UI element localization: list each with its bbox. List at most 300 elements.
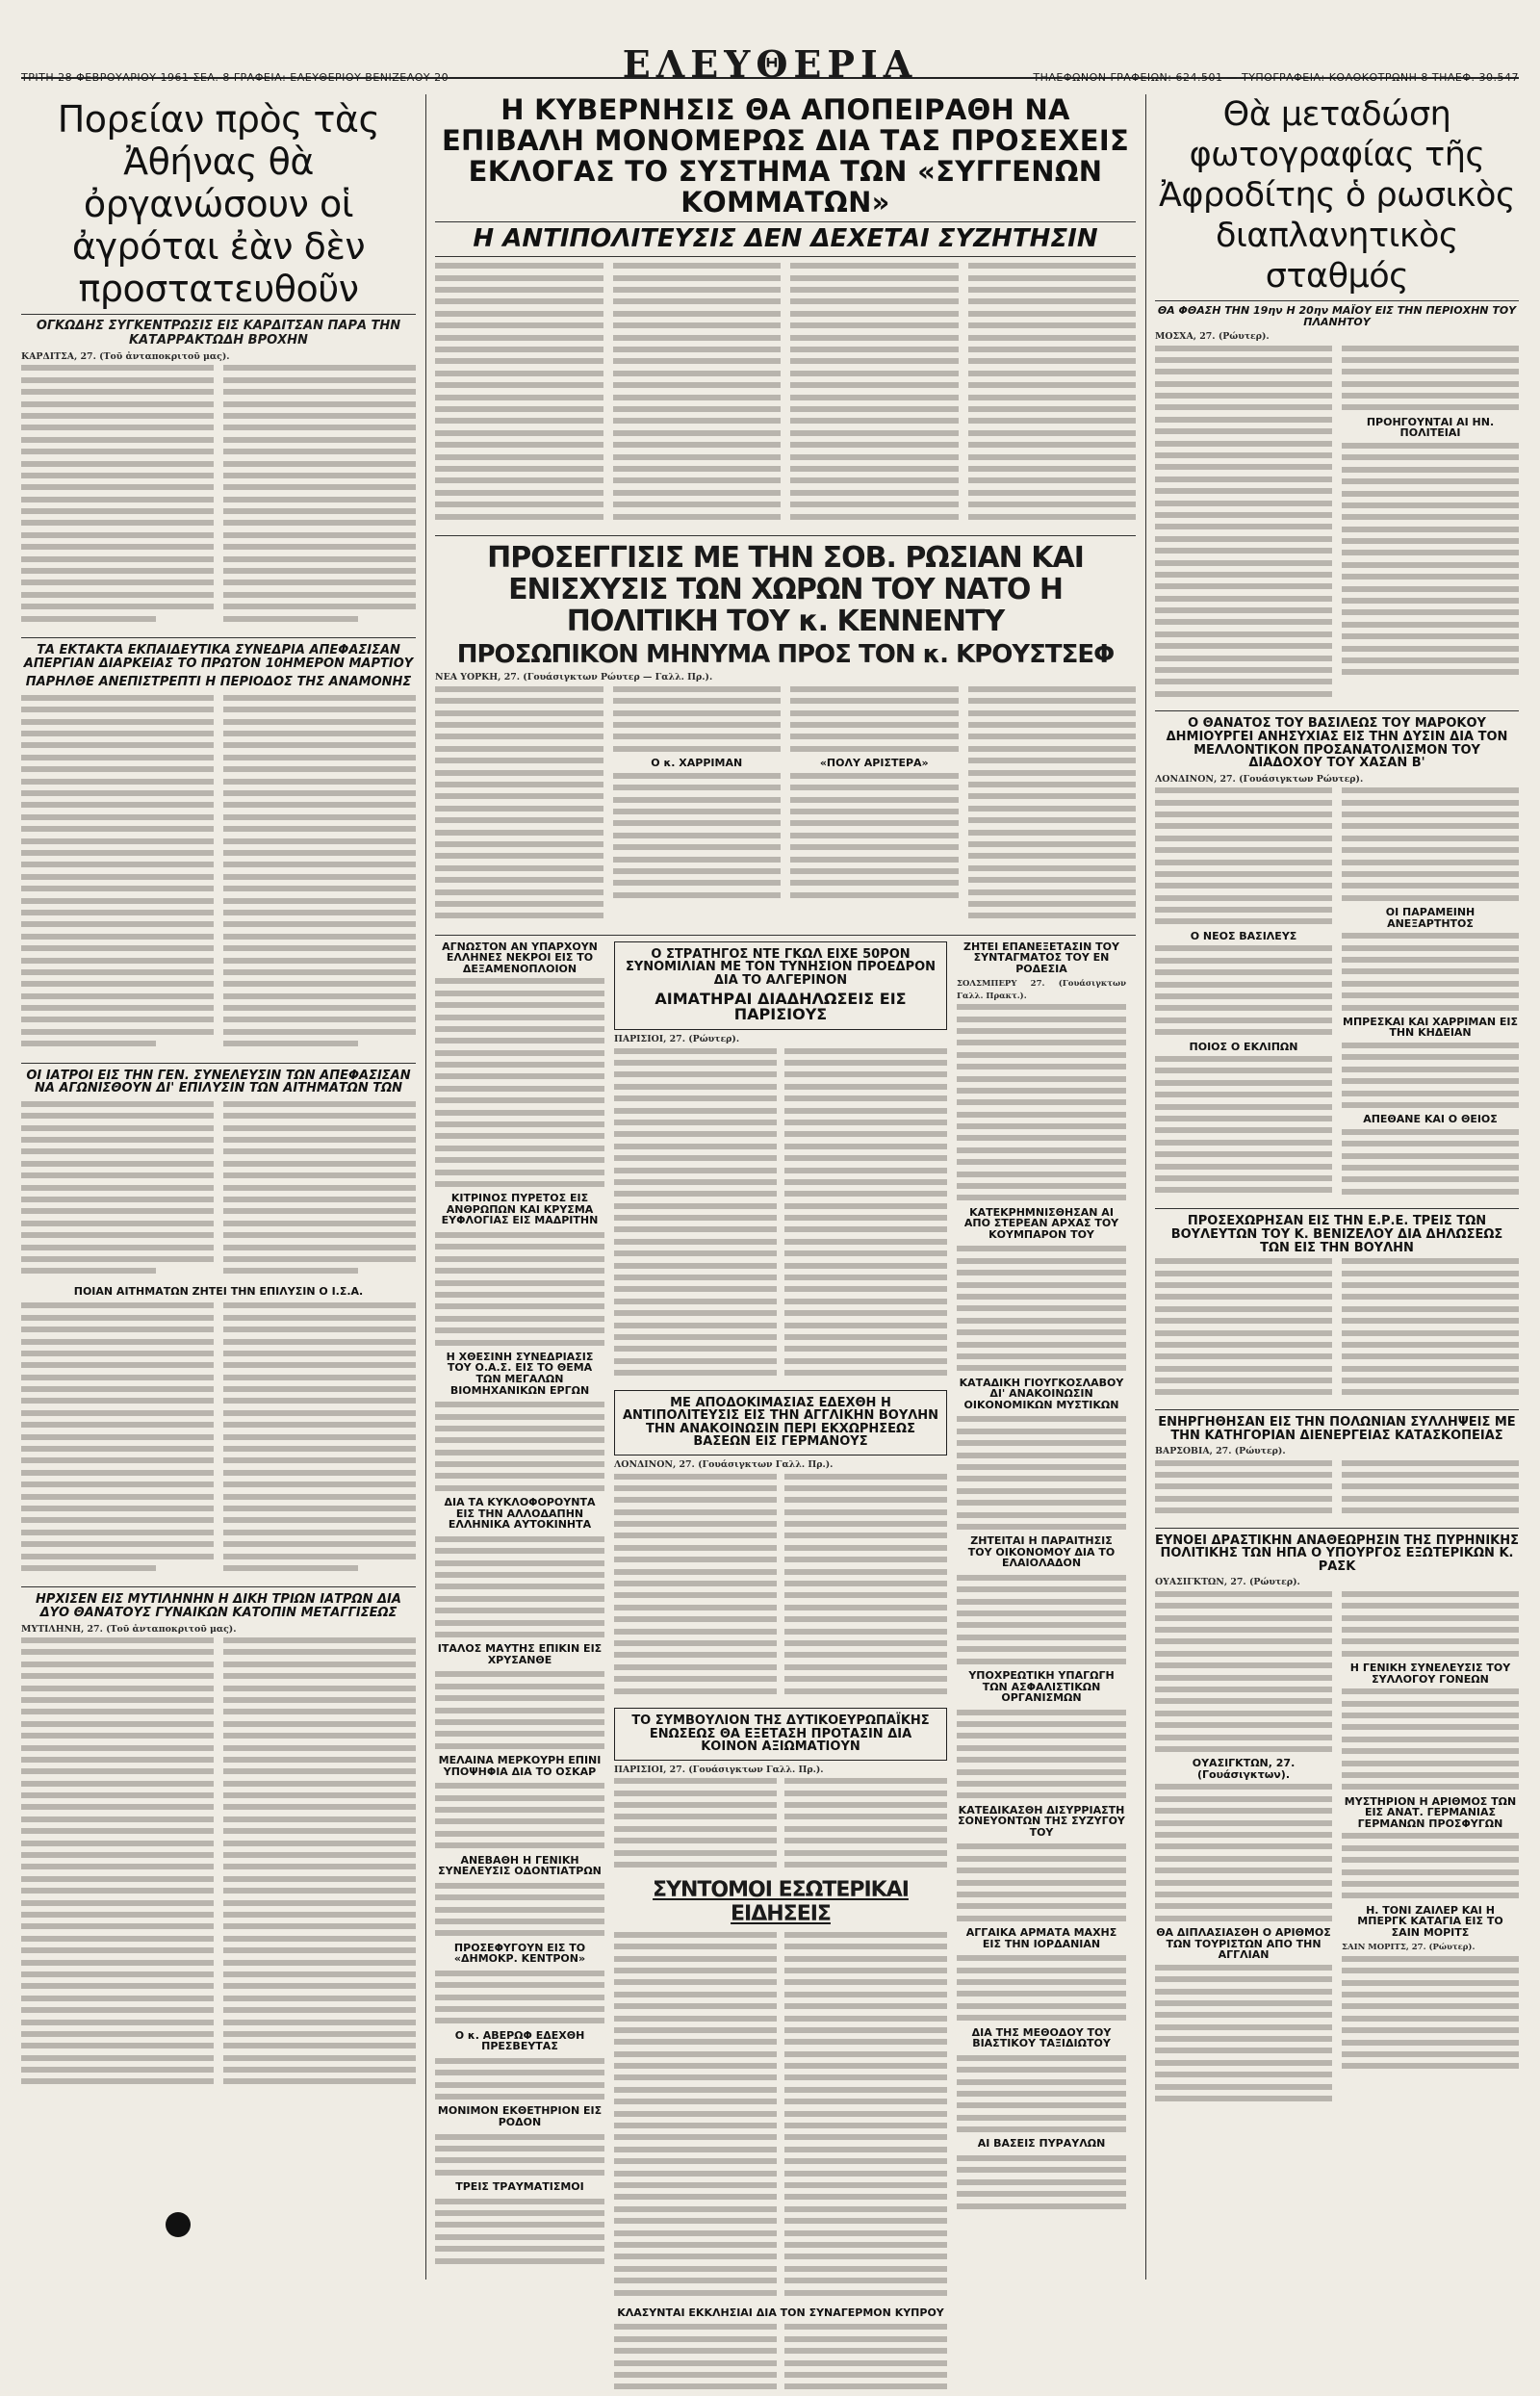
text-line	[784, 1979, 947, 1985]
text-line	[1155, 679, 1332, 684]
text-line	[223, 1637, 416, 1643]
text-line	[613, 477, 782, 483]
text-line	[957, 1880, 1126, 1886]
text-line	[223, 1101, 416, 1107]
text-line	[435, 2146, 604, 2151]
article-body	[21, 1101, 416, 1280]
dateline: ΜΥΤΙΛΗΝΗ, 27. (Τοῦ ἀνταποκριτοῦ μας).	[21, 1623, 237, 1635]
text-line	[784, 2111, 947, 2117]
text-line	[613, 263, 782, 269]
text-line	[435, 1743, 604, 1749]
text-line	[957, 1733, 1126, 1739]
text-line	[223, 1208, 416, 1214]
text-line	[614, 2242, 777, 2248]
text-line	[21, 814, 214, 820]
text-line	[21, 826, 214, 832]
story-headline: ΙΤΑΛΟΣ ΜΑΥΤΗΣ ΕΠΙΚΙΝ ΕΙΣ ΧΡΥΣΑΝΘΕ	[437, 1642, 603, 1666]
text-line	[790, 722, 959, 728]
text-line	[784, 1474, 947, 1480]
text-line	[614, 1168, 777, 1173]
text-line	[21, 604, 214, 609]
text-line	[223, 1457, 416, 1463]
text-line	[784, 1932, 947, 1938]
text-line	[435, 2094, 604, 2100]
text-line	[613, 358, 782, 364]
text-line	[21, 1649, 214, 1655]
text-line	[784, 1226, 947, 1232]
text-line	[1342, 1713, 1519, 1718]
text-line	[21, 1506, 214, 1511]
text-line	[21, 1554, 214, 1559]
text-line	[435, 686, 603, 692]
story-headline: ΜΕΛΑΙΝΑ ΜΕΡΚΟΥΡΗ ΕΠΙΝΙ ΥΠΟΨΗΦΙΑ ΔΙΑ ΤΟ ΟΣΚΑΡ	[438, 1754, 602, 1778]
text-line	[614, 2171, 777, 2177]
text-line	[613, 275, 782, 281]
text-line	[790, 322, 959, 328]
text-line	[435, 466, 603, 472]
text-line	[1155, 1591, 1332, 1597]
text-line	[223, 413, 416, 419]
text-line	[435, 841, 603, 847]
text-line	[784, 1802, 947, 1808]
text-line	[613, 418, 782, 424]
text-block	[957, 2055, 1126, 2132]
text-line	[1342, 1342, 1519, 1348]
text-line	[435, 1015, 604, 1020]
text-line	[223, 921, 416, 927]
text-line	[957, 1488, 1126, 1494]
text-line	[784, 2171, 947, 2177]
text-line	[435, 806, 603, 812]
text-line	[790, 406, 959, 412]
story-headline: ΑΓΝΩΣΤΟΝ ΑΝ ΥΠΑΡΧΟΥΝ ΕΛΛΗΝΕΣ ΝΕΚΡΟΙ ΕΙΣ ΤΟ ΔΕΞΑΜΕΝΟΠΛΟΙΟΝ	[442, 940, 598, 975]
text-line	[784, 1664, 947, 1670]
text-line	[957, 1159, 1126, 1165]
divider	[21, 314, 416, 315]
text-line	[968, 430, 1137, 436]
divider	[1155, 1528, 1519, 1529]
text-line	[790, 880, 959, 886]
text-line	[957, 1586, 1126, 1592]
text-line	[435, 358, 603, 364]
text-line	[1155, 1116, 1332, 1121]
text-line	[614, 1250, 777, 1256]
text-line	[21, 1792, 214, 1798]
text-line	[223, 958, 416, 964]
text-line	[784, 1250, 947, 1256]
story-headline: ΠΟΙΟΣ Ο ΕΚΛΙΠΩΝ	[1189, 1040, 1298, 1053]
text-line	[435, 1121, 604, 1127]
text-line	[957, 1464, 1126, 1470]
newspaper-title: ΕΛΕΥΘΕΡΙΑ	[622, 42, 918, 86]
text-block	[223, 1101, 416, 1280]
text-line	[1155, 501, 1332, 506]
text-line	[1342, 1784, 1519, 1790]
text-line	[435, 2234, 604, 2240]
text-line	[1155, 787, 1332, 793]
text-line	[957, 1710, 1126, 1715]
text-line	[435, 2058, 604, 2064]
text-line	[435, 335, 603, 341]
text-line	[21, 437, 214, 443]
story-headline: ΤΟ ΣΥΜΒΟΥΛΙΟΝ ΤΗΣ ΔΥΤΙΚΟΕΥΡΩΠΑΪΚΗΣ ΕΝΩΣΕΩΣ ΘΑ ΕΞΕΤΑΣΗ ΠΡΟΤΑΣΙΝ ΔΙΑ ΚΟΙΝΟΝ ΑΞΙΩΜΑΤΙΟΥΝ	[631, 1713, 930, 1755]
text-line	[613, 335, 782, 341]
text-line	[435, 1026, 604, 1032]
text-line	[1342, 1078, 1519, 1084]
text-line	[435, 1572, 604, 1578]
text-line	[957, 1440, 1126, 1446]
text-line	[957, 1610, 1126, 1616]
text-line	[1342, 787, 1519, 793]
text-line	[614, 1226, 777, 1232]
text-line	[1342, 357, 1519, 363]
text-line	[1155, 1187, 1332, 1193]
text-line	[223, 910, 416, 915]
text-block	[1342, 1956, 1519, 2070]
text-line	[223, 1005, 416, 1011]
text-line	[435, 817, 603, 823]
text-line	[21, 532, 214, 538]
text-line	[957, 1099, 1126, 1105]
text-line	[21, 1888, 214, 1894]
story-headline: ΚΑΤΑΔΙΚΗ ΓΙΟΥΓΚΟΣΛΑΒΟΥ ΔΙ' ΑΝΑΚΟΙΝΩΣΙΝ ΟΙΚΟΝΟΜΙΚΩΝ ΜΥΣΤΙΚΩΝ	[959, 1376, 1124, 1411]
text-line	[435, 1719, 604, 1725]
text-line	[1342, 586, 1519, 592]
text-line	[1155, 2036, 1332, 2042]
text-line	[784, 1108, 947, 1114]
text-line	[614, 1992, 777, 1997]
text-line	[21, 1996, 214, 2001]
text-line	[1155, 1892, 1332, 1897]
text-line	[21, 473, 214, 478]
text-line	[223, 731, 416, 736]
text-block	[614, 1048, 777, 1382]
text-line	[790, 275, 959, 281]
text-line	[968, 466, 1137, 472]
text-line	[223, 1768, 416, 1774]
text-block	[614, 1778, 777, 1873]
text-line	[21, 934, 214, 940]
text-line	[1342, 1271, 1519, 1276]
text-line	[1155, 477, 1332, 482]
text-line	[957, 2067, 1126, 2073]
text-line	[1155, 823, 1332, 829]
text-line	[21, 969, 214, 975]
text-line	[784, 1144, 947, 1149]
text-line	[223, 1268, 358, 1274]
text-block	[790, 263, 959, 526]
divider	[435, 935, 1136, 936]
text-line	[21, 1709, 214, 1714]
text-line	[784, 2016, 947, 2022]
story-headline: ΚΑΤΕΔΙΚΑΣΘΗ ΔΙΣΥΡΡΙΑΣΤΗ ΣΟΝΕΥΟΝΤΩΝ ΤΗΣ ΣΥΖΥΓΟΥ ΤΟΥ	[958, 1803, 1125, 1839]
text-line	[614, 2039, 777, 2045]
text-line	[613, 710, 782, 716]
subcolumn-a	[435, 941, 604, 2396]
text-line	[968, 263, 1137, 269]
text-line	[1342, 2027, 1519, 2033]
text-line	[1342, 1043, 1519, 1048]
text-line	[223, 1900, 416, 1906]
issue-info: ΤΡΙΤΗ 28 ΦΕΒΡΟΥΑΡΙΟΥ 1961 ΣΕΛ. 8 ΓΡΑΦΕΙΑ: ΕΛΕΥΘΕΡΙΟΥ ΒΕΝΙΖΕΛΟΥ 20	[21, 71, 449, 84]
text-line	[21, 993, 214, 999]
left-column	[21, 94, 416, 2280]
text-line	[790, 298, 959, 304]
text-block	[614, 1932, 777, 2302]
text-line	[435, 722, 603, 728]
story-headline: ΑΠΕΘΑΝΕ ΚΑΙ Ο ΘΕΙΟΣ	[1363, 1113, 1498, 1126]
text-line	[1155, 1903, 1332, 1909]
text-line	[790, 773, 959, 779]
text-line	[21, 1161, 214, 1167]
text-line	[614, 2348, 777, 2354]
text-line	[613, 287, 782, 293]
text-line	[784, 2074, 947, 2080]
text-block	[784, 1048, 947, 1382]
text-line	[784, 1838, 947, 1843]
box-heading: «ΠΟΛΥ ΑΡΙΣΤΕΡΑ»	[819, 757, 929, 770]
text-line	[613, 371, 782, 376]
text-line	[968, 275, 1137, 281]
text-line	[223, 580, 416, 585]
text-line	[957, 1856, 1126, 1862]
text-line	[223, 449, 416, 454]
text-line	[1155, 1353, 1332, 1359]
story-subheadline: ΠΡΟΣΩΠΙΚΟΝ ΜΗΝΥΜΑ ΠΡΟΣ ΤΟΝ κ. ΚΡΟΥΣΤΣΕΦ	[456, 639, 1115, 669]
text-line	[223, 1662, 416, 1667]
text-line	[1155, 982, 1332, 988]
text-line	[614, 2254, 777, 2259]
text-block	[435, 1536, 604, 1637]
story-headline: ΤΡΕΙΣ ΤΡΑΥΜΑΤΙΣΜΟΙ	[455, 2180, 584, 2194]
text-line	[21, 838, 214, 844]
text-line	[613, 773, 782, 779]
text-line	[223, 365, 416, 371]
text-line	[957, 1843, 1126, 1849]
text-block	[21, 1637, 214, 2091]
text-line	[784, 2147, 947, 2152]
text-line	[957, 1195, 1126, 1200]
text-line	[1342, 1165, 1519, 1171]
text-line	[223, 1841, 416, 1846]
text-line	[435, 395, 603, 400]
text-line	[784, 2324, 947, 2330]
text-block	[1155, 1784, 1332, 1920]
text-line	[21, 1339, 214, 1345]
text-line	[435, 263, 603, 269]
text-line	[1342, 646, 1519, 652]
text-line	[21, 731, 214, 736]
text-line	[223, 1185, 416, 1191]
text-line	[1342, 622, 1519, 628]
text-line	[1155, 631, 1332, 637]
text-line	[1155, 1389, 1332, 1395]
text-line	[1342, 895, 1519, 901]
text-line	[784, 2360, 947, 2366]
text-line	[1155, 1808, 1332, 1814]
story-headline: Ο ΣΤΡΑΤΗΓΟΣ ΝΤΕ ΓΚΩΛ ΕΙΧΕ 50ΡΟΝ ΣΥΝΟΜΙΛΙΑΝ ΜΕ ΤΟΝ ΤΥΝΗΣΙΟΝ ΠΡΟΕΔΡΟΝ ΔΙΑ ΤΟ ΑΛΓΕΡΙΝΟΝ	[625, 946, 937, 988]
text-line	[223, 1517, 416, 1523]
boxed-story	[614, 941, 947, 1031]
text-line	[614, 2111, 777, 2117]
text-line	[784, 2134, 947, 2140]
text-line	[435, 1086, 604, 1092]
text-line	[1155, 836, 1332, 841]
text-line	[1342, 2051, 1519, 2057]
text-line	[784, 1120, 947, 1125]
text-line	[223, 520, 416, 526]
text-line	[21, 874, 214, 880]
text-line	[784, 1826, 947, 1832]
text-line	[21, 592, 214, 598]
text-line	[957, 1757, 1126, 1763]
text-line	[223, 1923, 416, 1929]
text-line	[223, 742, 416, 748]
text-line	[614, 1664, 777, 1670]
text-line	[223, 604, 416, 609]
text-line	[435, 830, 603, 836]
contact-info: ΤΗΛΕΦΩΝΟΝ ΓΡΑΦΕΙΩΝ: 624.501 — ΤΥΠΟΓΡΑΦΕΙΑ: ΚΟΛΟΚΟΤΡΩΝΗ 8 ΤΗΛΕΦ. 30.547	[1033, 71, 1519, 84]
text-line	[1342, 1627, 1519, 1633]
text-line	[1342, 633, 1519, 639]
text-line	[784, 1060, 947, 1066]
text-line	[968, 514, 1137, 520]
text-line	[1155, 1976, 1332, 1982]
story-headline: ΔΙΑ ΤΗΣ ΜΕΘΟΔΟΥ ΤΟΥ ΒΙΑΣΤΙΚΟΥ ΤΑΞΙΔΙΩΤΟΥ	[971, 2025, 1112, 2050]
text-line	[1155, 1164, 1332, 1170]
text-line	[614, 1144, 777, 1149]
text-line	[1155, 1127, 1332, 1133]
text-line	[1155, 1796, 1332, 1802]
text-line	[435, 287, 603, 293]
text-line	[223, 755, 416, 760]
text-line	[21, 1185, 214, 1191]
text-line	[614, 1850, 777, 1856]
text-line	[1155, 1258, 1332, 1264]
text-line	[21, 1745, 214, 1751]
text-line	[435, 1995, 604, 2000]
text-line	[1155, 993, 1332, 999]
text-line	[1342, 538, 1519, 544]
text-block	[1155, 346, 1332, 704]
text-block	[1342, 1129, 1519, 1195]
text-line	[784, 1275, 947, 1280]
text-block	[613, 263, 782, 526]
text-line	[614, 1688, 777, 1694]
story-headline: ΖΗΤΕΙ ΕΠΑΝΕΞΕΤΑΣΙΝ ΤΟΥ ΣΥΝΤΑΓΜΑΤΟΣ ΤΟΥ ΕΝ ΡΟΔΕΣΙΑ	[962, 940, 1120, 975]
text-line	[1342, 1258, 1519, 1264]
text-line	[21, 1923, 214, 1929]
text-line	[790, 514, 959, 520]
text-line	[435, 382, 603, 388]
text-line	[223, 389, 416, 395]
text-line	[790, 287, 959, 293]
text-line	[21, 1221, 214, 1226]
text-line	[957, 1769, 1126, 1775]
text-line	[613, 406, 782, 412]
text-line	[784, 1346, 947, 1352]
text-line	[1342, 871, 1519, 877]
text-line	[784, 2051, 947, 2057]
text-line	[614, 1120, 777, 1125]
text-line	[784, 1640, 947, 1646]
text-line	[790, 371, 959, 376]
text-line	[435, 1818, 604, 1824]
text-line	[968, 298, 1137, 304]
text-line	[435, 1795, 604, 1801]
text-line	[784, 1191, 947, 1197]
text-line	[1155, 1056, 1332, 1062]
text-line	[790, 490, 959, 496]
text-line	[968, 746, 1137, 752]
text-line	[1155, 417, 1332, 423]
story-headline: ΜΕ ΑΠΟΔΟΚΙΜΑΣΙΑΣ ΕΔΕΧΘΗ Η ΑΝΤΙΠΟΛΙΤΕΥΣΙΣ ΕΙΣ ΤΗΝ ΑΓΓΛΙΚΗΝ ΒΟΥΛΗΝ ΤΗΝ ΑΝΑΚΟΙΝΩΣΙΝ ΠΕΡΙ ΕΚΧΩΡΗΣΕΩΣ ΒΑΣΕΩΝ ΕΙΣ ΓΕΡΜΑΝΟΥΣ	[622, 1395, 939, 1450]
text-line	[435, 758, 603, 763]
text-line	[790, 418, 959, 424]
text-line	[957, 1052, 1126, 1058]
text-block	[957, 1246, 1126, 1371]
text-line	[21, 1828, 214, 1834]
text-line	[223, 437, 416, 443]
text-line	[21, 1983, 214, 1989]
story-headline: ΕΥΝΟΕΙ ΔΡΑΣΤΙΚΗΝ ΑΝΑΘΕΩΡΗΣΙΝ ΤΗΣ ΠΥΡΗΝΙΚΗΣ ΠΟΛΙΤΙΚΗΣ ΤΩΝ ΗΠΑ Ο ΥΠΟΥΡΓΟΣ ΕΞΩΤΕΡΙΚΩΝ Κ. ΡΑΣΚ	[1155, 1533, 1519, 1574]
text-line	[790, 734, 959, 739]
text-line	[957, 1659, 1126, 1664]
text-line	[784, 2063, 947, 2069]
text-line	[223, 592, 416, 598]
text-line	[957, 1365, 1126, 1371]
text-line	[1342, 1054, 1519, 1060]
text-line	[223, 766, 416, 772]
story-subheadline: ΠΑΡΗΛΘΕ ΑΝΕΠΙΣΤΡΕΠΤΙ Η ΠΕΡΙΟΔΟΣ ΤΗΣ ΑΝΑΜΟΝΗΣ	[25, 675, 412, 690]
text-block	[1342, 1258, 1519, 1402]
text-line	[790, 797, 959, 803]
text-line	[1155, 1832, 1332, 1838]
text-line	[1342, 992, 1519, 998]
text-line	[784, 1155, 947, 1161]
text-line	[223, 802, 416, 808]
text-line	[784, 2206, 947, 2212]
text-line	[1342, 1980, 1519, 1986]
text-line	[223, 1554, 416, 1559]
lead-headline-center: Η ΚΥΒΕΡΝΗΣΙΣ ΘΑ ΑΠΟΠΕΙΡΑΘΗ ΝΑ ΕΠΙΒΑΛΗ ΜΟΝΟΜΕΡΩΣ ΔΙΑ ΤΑΣ ΠΡΟΣΕΧΕΙΣ ΕΚΛΟΓΑΣ ΤΟ ΣΥΣΤΗΜΑ ΤΩΝ «ΣΥΓΓΕΝΩΝ ΚΟΜΜΑΤΩΝ»	[441, 93, 1130, 219]
story-headline: Ο κ. ΑΒΕΡΩΦ ΕΔΕΧΘΗ ΠΡΕΣΒΕΥΤΑΣ	[454, 2028, 585, 2053]
text-line	[1342, 1102, 1519, 1108]
text-line	[614, 1802, 777, 1808]
text-line	[1342, 1294, 1519, 1300]
text-line	[223, 1673, 416, 1679]
text-line	[1342, 1724, 1519, 1730]
text-line	[1155, 1068, 1332, 1073]
text-line	[21, 2020, 214, 2025]
text-line	[21, 2067, 214, 2073]
text-line	[1342, 1748, 1519, 1754]
lead-headline-right: Θὰ μεταδώση φωτογραφίας τῆς Ἀφροδίτης ὁ ρωσικὸς διαπλανητικὸς σταθμός	[1158, 95, 1515, 296]
text-line	[1155, 404, 1332, 410]
text-line	[957, 1342, 1126, 1348]
text-line	[784, 2003, 947, 2009]
text-line	[614, 1640, 777, 1646]
text-line	[957, 2179, 1126, 2185]
text-line	[1155, 441, 1332, 447]
text-line	[223, 1721, 416, 1727]
text-line	[784, 1992, 947, 1997]
text-block	[790, 773, 959, 898]
text-line	[784, 2218, 947, 2224]
text-line	[435, 1671, 604, 1677]
text-line	[223, 850, 416, 856]
text-line	[1342, 1701, 1519, 1707]
